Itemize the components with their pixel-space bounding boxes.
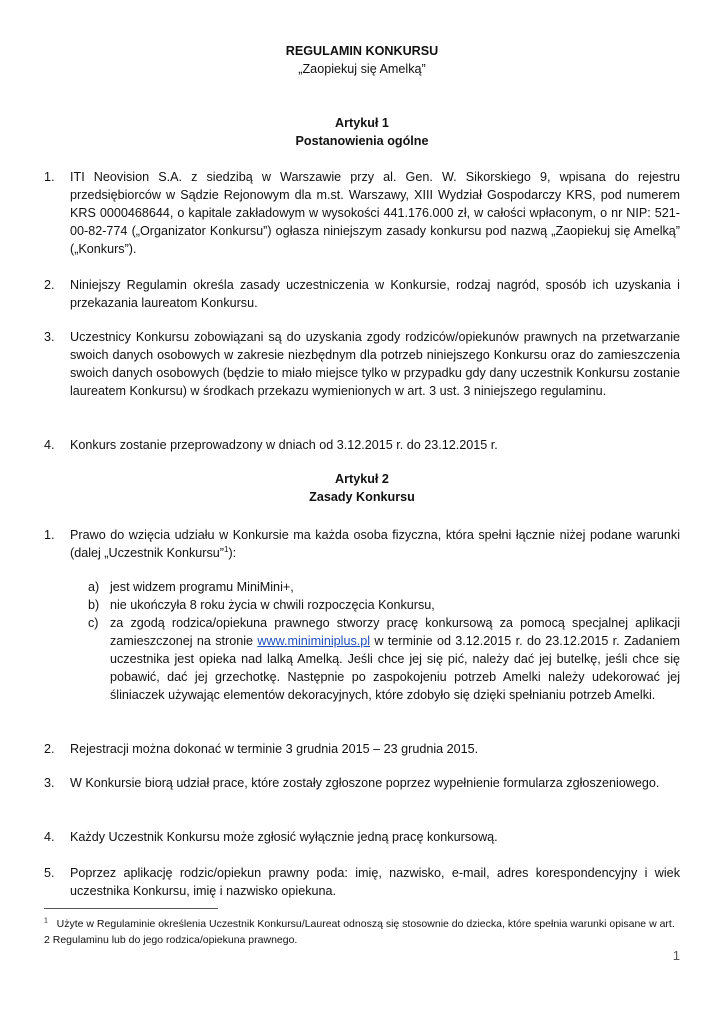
article-2-item-3 <box>44 774 680 792</box>
article-2-subitem-c <box>88 614 680 704</box>
footnote-reference[interactable]: 1 <box>223 544 229 554</box>
subitem-text <box>110 614 680 704</box>
article-2-item-2 <box>44 740 680 758</box>
item-text: W Konkursie biorą udział prace, które zostały zgłoszone poprzez wypełnienie formularza zgłoszeniowego. <box>70 776 660 790</box>
item-number: 3. <box>44 776 55 790</box>
item-text: Uczestnicy Konkursu zobowiązani są do uzyskania zgody rodziców/opiekunów prawnych na przetwarzanie swoich danych osobowych w zakresie niezbędnym dla potrzeb niniejszego Konkursu oraz do zamieszczenia swoich danych osobowych (będzie to miało miejsce tylko w przypadku gdy dany uczestnik Konkursu zostanie laureatem Konkursu) w środkach przekazu wymienionych w art. 3 ust. 3 niniejszego regulaminu. <box>70 330 680 398</box>
article-2-name: Zasady Konkursu <box>309 490 415 504</box>
subitem-letter: b) <box>88 598 100 612</box>
document-subtitle: „Zaopiekuj się Amelką” <box>298 62 426 76</box>
item-text: Każdy Uczestnik Konkursu może zgłosić wyłącznie jedną pracę konkursową. <box>70 830 498 844</box>
item-number: 5. <box>44 866 55 880</box>
item-number: 1. <box>44 170 55 184</box>
subitem-letter: c) <box>88 616 99 630</box>
article-1-item-1 <box>44 168 680 258</box>
article-2-item-1 <box>44 526 680 562</box>
article-2-item-5 <box>44 864 680 900</box>
item-number: 4. <box>44 830 55 844</box>
footnote-divider <box>44 908 218 909</box>
item-number: 2. <box>44 278 55 292</box>
article-2-subitem-a <box>88 578 680 596</box>
footnote-marker: 1 <box>44 917 48 925</box>
item-number: 1. <box>44 528 55 542</box>
item-text <box>70 526 680 562</box>
article-2-item-4 <box>44 828 680 846</box>
article-2-number: Artykuł 2 <box>335 472 389 486</box>
subitem-letter: a) <box>88 580 100 594</box>
article-1-name: Postanowienia ogólne <box>295 134 429 148</box>
website-link[interactable]: www.miniminiplus.pl <box>257 634 371 648</box>
item-number: 4. <box>44 438 55 452</box>
footnote <box>44 916 680 948</box>
article-2-subitem-b <box>88 596 680 614</box>
item-number: 3. <box>44 330 55 344</box>
subitem-text: jest widzem programu MiniMini+, <box>110 580 294 594</box>
subitem-text-before: za zgodą rodzica/opiekuna prawnego stworzy pracę konkursową za pomocą specjalnej aplikacji zamieszczonej na stronie <box>110 616 680 648</box>
footnote-text: Użyte w Regulaminie określenia Uczestnik Konkursu/Laureat odnoszą się stosownie do dziecka, które spełnia warunki opisane w art. 2 Regulaminu lub do jego rodzica/opiekuna prawnego. <box>44 918 675 946</box>
item-text-after: ): <box>228 546 237 560</box>
item-text: Niniejszy Regulamin określa zasady uczestniczenia w Konkursie, rodzaj nagród, sposób ich uzyskania i przekazania laureatom Konkursu. <box>70 278 680 310</box>
article-1-item-3 <box>44 328 680 400</box>
item-text: Rejestracji można dokonać w terminie 3 grudnia 2015 – 23 grudnia 2015. <box>70 742 479 756</box>
subitem-text: nie ukończyła 8 roku życia w chwili rozpoczęcia Konkursu, <box>110 598 435 612</box>
article-1-number: Artykuł 1 <box>335 116 389 130</box>
article-1-item-4 <box>44 436 680 454</box>
document-header <box>44 42 680 78</box>
item-text-before: Prawo do wzięcia udziału w Konkursie ma każda osoba fizyczna, która spełni łącznie niżej podane warunki (dalej „Uczestnik Konkursu” <box>70 528 680 560</box>
document-title: REGULAMIN KONKURSU <box>285 44 439 58</box>
item-text: Poprzez aplikację rodzic/opiekun prawny poda: imię, nazwisko, e-mail, adres korespondencyjny i wiek uczestnika Konkursu, imię i nazwisko opiekuna. <box>70 866 680 898</box>
item-number: 2. <box>44 742 55 756</box>
item-text: Konkurs zostanie przeprowadzony w dniach od 3.12.2015 r. do 23.12.2015 r. <box>70 438 498 452</box>
subitem-text-after: w terminie od 3.12.2015 r. do 23.12.2015 r. Zadaniem uczestnika jest opieka nad lalką Amelką. Jeśli chce jej się pić, należy dać jej butelkę, jeśli chce się pobawić, dać jej grzechotkę. Następnie po zaspokojeniu potrzeb Amelki należy udekorować jej śliniaczek używając elementów dekoracyjnych, które zdobyło się dzięki spełnianiu potrzeb Amelki. <box>110 634 680 702</box>
article-1-heading <box>44 114 680 150</box>
article-2-heading <box>44 470 680 506</box>
page-number: 1 <box>672 948 680 963</box>
article-1-item-2 <box>44 276 680 312</box>
item-text: ITI Neovision S.A. z siedzibą w Warszawie przy al. Gen. W. Sikorskiego 9, wpisana do rejestru przedsiębiorców w Sądzie Rejonowym dla m.st. Warszawy, XIII Wydział Gospodarczy KRS, pod numerem KRS 0000468644, o kapitale zakładowym w wysokości 441.176.000 zł, w całości wpłaconym, o nr NIP: 521-00-82-774 („Organizator Konkursu”) ogłasza niniejszym zasady konkursu pod nazwą „Zaopiekuj się Amelką” („Konkurs”). <box>70 170 680 256</box>
